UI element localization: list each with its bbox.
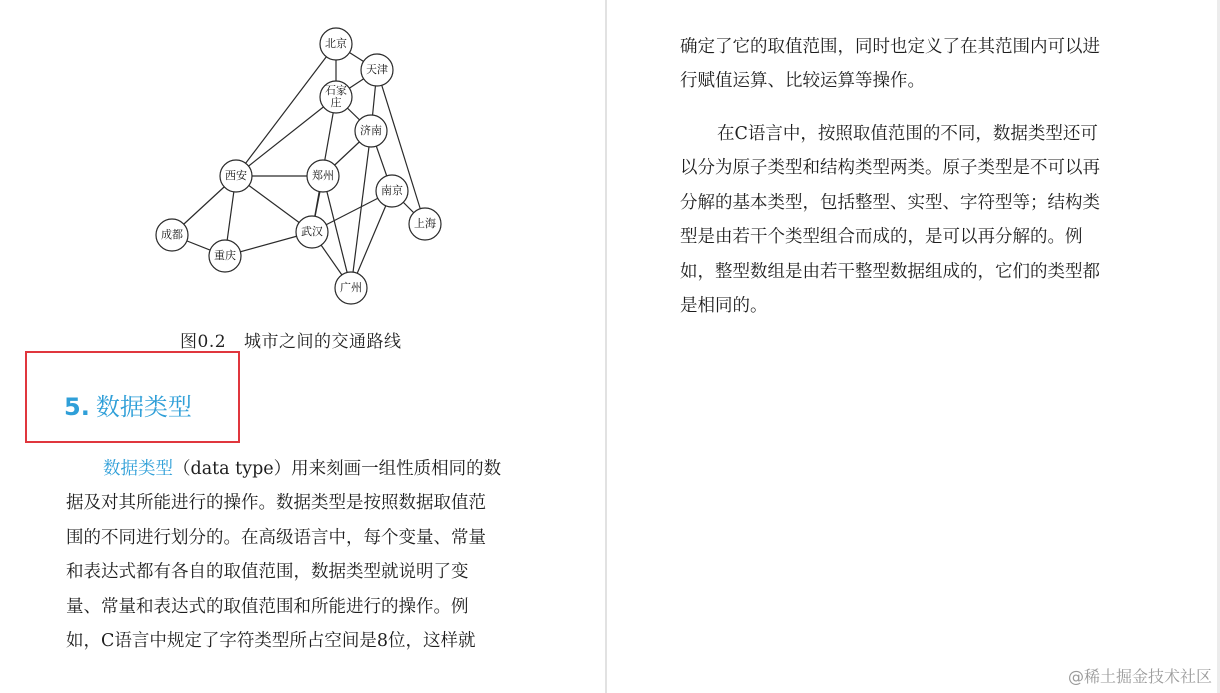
- page-divider: [605, 0, 607, 693]
- node-label: 成都: [161, 228, 183, 241]
- paragraph-line: 围的不同进行划分的。在高级语言中，每个变量、常量: [66, 527, 486, 548]
- left-paragraph: [66, 452, 536, 658]
- node-beijing: [320, 28, 352, 60]
- section-number: 5.: [64, 393, 90, 421]
- node-label: 郑州: [312, 169, 334, 182]
- paragraph-line: [66, 452, 536, 486]
- node-jinan: [355, 115, 387, 147]
- section-heading: [64, 387, 192, 422]
- node-label: 广州: [340, 281, 362, 294]
- paragraph-line: 量、常量和表达式的取值范围和所能进行的操作。例: [66, 596, 469, 617]
- node-tianjin: [361, 54, 393, 86]
- node-zhengzhou: [307, 160, 339, 192]
- paragraph-line: 以分为原子类型和结构类型两类。原子类型是不可以再: [680, 158, 1100, 179]
- paragraph-line: 和表达式都有各自的取值范围，数据类型就说明了变: [66, 562, 469, 583]
- paragraph-line: 据及对其所能进行的操作。数据类型是按照数据取值范: [66, 493, 486, 514]
- node-label: 北京: [325, 37, 347, 50]
- right-page: [607, 0, 1220, 693]
- node-nanjing: [376, 175, 408, 207]
- figure-caption-text: 城市之间的交通路线: [244, 332, 402, 352]
- node-label: 西安: [225, 169, 247, 182]
- node-chengdu: [156, 219, 188, 251]
- paragraph-line: 分解的基本类型，包括整型、实型、字符型等；结构类: [680, 192, 1100, 213]
- paragraph-line-text: （data type）用来刻画一组性质相同的数: [173, 459, 502, 479]
- node-shijiazhuang: [320, 81, 352, 113]
- paragraph-line: 型是由若干个类型组合而成的，是可以再分解的。例: [680, 227, 1083, 248]
- edge-beijing-xian: [236, 44, 336, 176]
- city-route-graph: [140, 20, 460, 310]
- node-wuhan: [296, 216, 328, 248]
- paragraph-line: 是相同的。: [680, 296, 768, 317]
- node-label: 武汉: [301, 225, 323, 238]
- paragraph-line: 如，C语言中规定了字符类型所占空间是8位，这样就: [66, 631, 476, 652]
- node-label: 济南: [360, 124, 382, 137]
- paragraph-line: 在C语言中，按照取值范围的不同，数据类型还可: [717, 124, 1098, 144]
- node-label: 南京: [381, 184, 403, 197]
- node-label: 重庆: [214, 249, 236, 262]
- paragraph-line: 确定了它的取值范围，同时也定义了在其范围内可以进: [680, 37, 1100, 57]
- figure-caption: [180, 327, 402, 352]
- node-guangzhou: [335, 272, 367, 304]
- node-xian: [220, 160, 252, 192]
- paragraph-line: 如，整型数组是由若干整型数据组成的，它们的类型都: [680, 261, 1100, 282]
- node-label: 庄: [330, 96, 342, 109]
- node-label: 天津: [366, 63, 388, 76]
- node-shanghai: [409, 208, 441, 240]
- node-label: 上海: [414, 217, 436, 230]
- section-title: 数据类型: [95, 393, 192, 421]
- paragraph-line: 行赋值运算、比较运算等操作。: [680, 71, 925, 92]
- right-paragraph-continued: [680, 30, 1150, 99]
- node-label: 石家: [325, 84, 347, 97]
- right-paragraph: [680, 117, 1150, 323]
- watermark: @稀土掘金技术社区: [1067, 667, 1212, 686]
- term-highlight: 数据类型: [103, 459, 173, 479]
- node-chongqing: [209, 240, 241, 272]
- figure-caption-label: 图0.2: [180, 332, 227, 352]
